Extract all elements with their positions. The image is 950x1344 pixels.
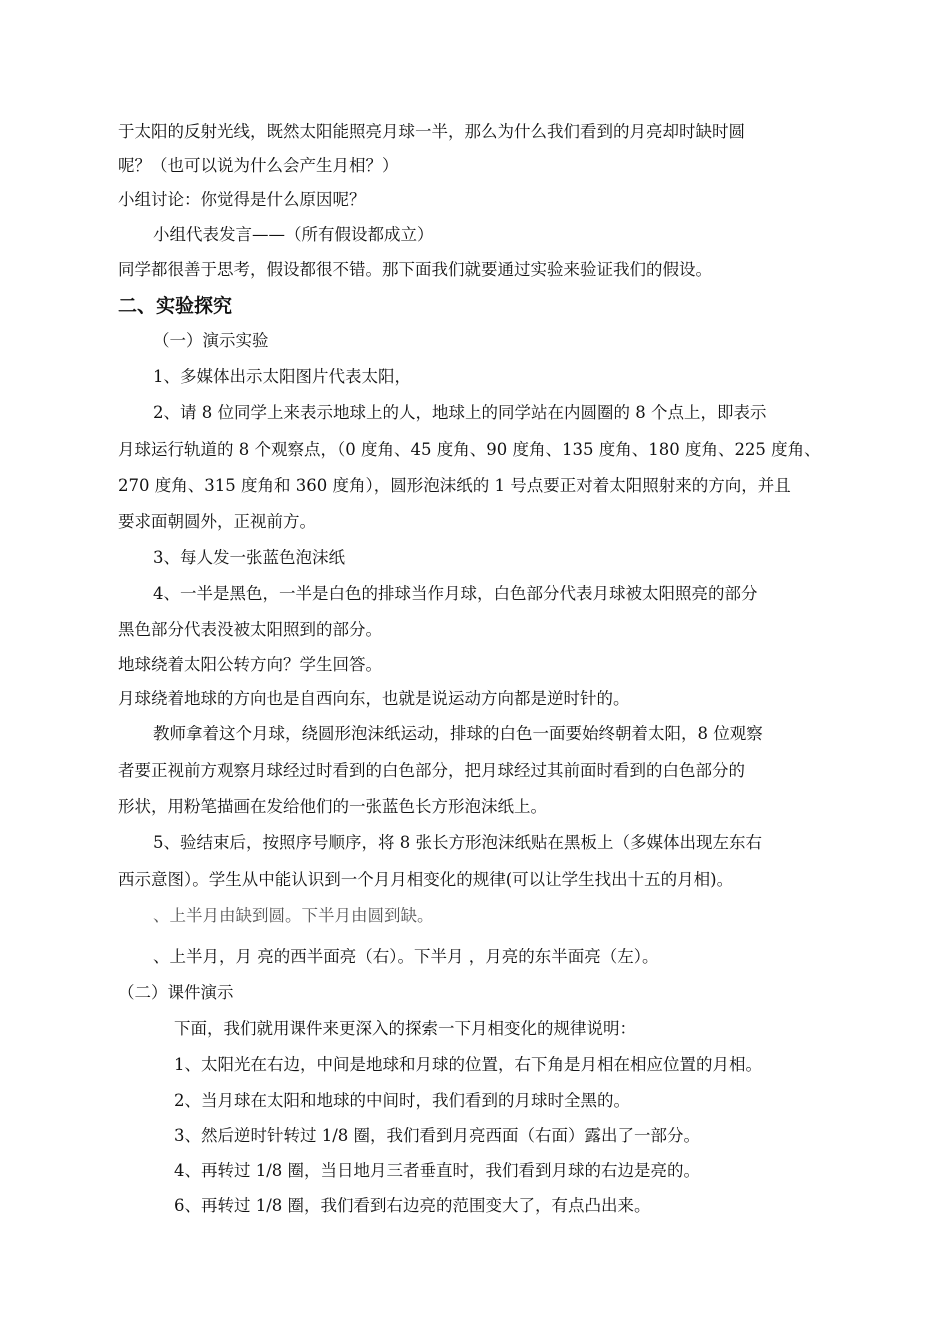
step-line-2: 2、请 8 位同学上来表示地球上的人，地球上的同学站在内圆圈的 8 个点上，即表示 — [153, 403, 767, 422]
paragraph-line-3: 小组讨论：你觉得是什么原因呢？ — [118, 190, 366, 209]
step-line-1: 1、多媒体出示太阳图片代表太阳， — [153, 367, 411, 386]
subsection-heading-demo: （一）演示实验 — [153, 331, 269, 350]
paragraph-line-teacher: 教师拿着这个月球，绕圆形泡沫纸运动，排球的白色一面要始终朝着太阳，8 位观察 — [153, 724, 763, 743]
step-line-3: 3、每人发一张蓝色泡沫纸 — [153, 548, 345, 567]
paragraph-line-4: 小组代表发言——（所有假设都成立） — [153, 225, 434, 244]
rule-line-1: 、上半月由缺到圆。下半月由圆到缺。 — [153, 906, 434, 925]
courseware-line-4: 4、再转过 1/8 圈，当日地月三者垂直时，我们看到月球的右边是亮的。 — [174, 1161, 701, 1180]
courseware-line-6: 6、再转过 1/8 圈，我们看到右边亮的范围变大了，有点凸出来。 — [174, 1196, 651, 1215]
step-line-4-cont: 黑色部分代表没被太阳照到的部分。 — [118, 620, 382, 639]
paragraph-line-moon: 月球绕着地球的方向也是自西向东，也就是说运动方向都是逆时针的。 — [118, 689, 630, 708]
paragraph-line-teacher-cont-1: 者要正视前方观察月球经过时看到的白色部分，把月球经过其前面时看到的白色部分的 — [118, 761, 745, 780]
paragraph-line-5: 同学都很善于思考，假设都很不错。那下面我们就要通过实验来验证我们的假设。 — [118, 260, 712, 279]
step-line-5-cont: 西示意图）。学生从中能认识到一个月月相变化的规律(可以让学生找出十五的月相)。 — [118, 870, 734, 889]
subsection-heading-courseware: （二）课件演示 — [118, 983, 234, 1002]
step-line-2-cont-2: 270 度角、315 度角和 360 度角），圆形泡沫纸的 1 号点要正对着太阳照射来的方向，并且 — [118, 476, 791, 495]
paragraph-line-earth: 地球绕着太阳公转方向？学生回答。 — [118, 655, 382, 674]
step-line-2-cont-3: 要求面朝圆外，正视前方。 — [118, 512, 316, 531]
step-line-2-cont-1: 月球运行轨道的 8 个观察点，（0 度角、45 度角、90 度角、135 度角、180 度角、225 度角、 — [118, 440, 821, 459]
courseware-line-1: 1、太阳光在右边，中间是地球和月球的位置，右下角是月相在相应位置的月相。 — [174, 1055, 762, 1074]
step-line-4: 4、一半是黑色，一半是白色的排球当作月球，白色部分代表月球被太阳照亮的部分 — [153, 584, 758, 603]
rule-line-2: 、上半月，月 亮的西半面亮（右）。下半月 ，月亮的东半面亮（左）。 — [153, 947, 659, 966]
section-heading: 二、实验探究 — [118, 295, 233, 317]
paragraph-line-teacher-cont-2: 形状，用粉笔描画在发给他们的一张蓝色长方形泡沫纸上。 — [118, 797, 547, 816]
paragraph-line-2: 呢？（也可以说为什么会产生月相？） — [118, 156, 399, 175]
courseware-intro: 下面，我们就用课件来更深入的探索一下月相变化的规律说明： — [174, 1019, 636, 1038]
courseware-line-3: 3、然后逆时针转过 1/8 圈，我们看到月亮西面（右面）露出了一部分。 — [174, 1126, 701, 1145]
paragraph-line-1: 于太阳的反射光线，既然太阳能照亮月球一半，那么为什么我们看到的月亮却时缺时圆 — [118, 122, 745, 141]
step-line-5: 5、验结束后，按照序号顺序，将 8 张长方形泡沫纸贴在黑板上（多媒体出现左东右 — [153, 833, 762, 852]
courseware-line-2: 2、当月球在太阳和地球的中间时，我们看到的月球时全黑的。 — [174, 1091, 630, 1110]
